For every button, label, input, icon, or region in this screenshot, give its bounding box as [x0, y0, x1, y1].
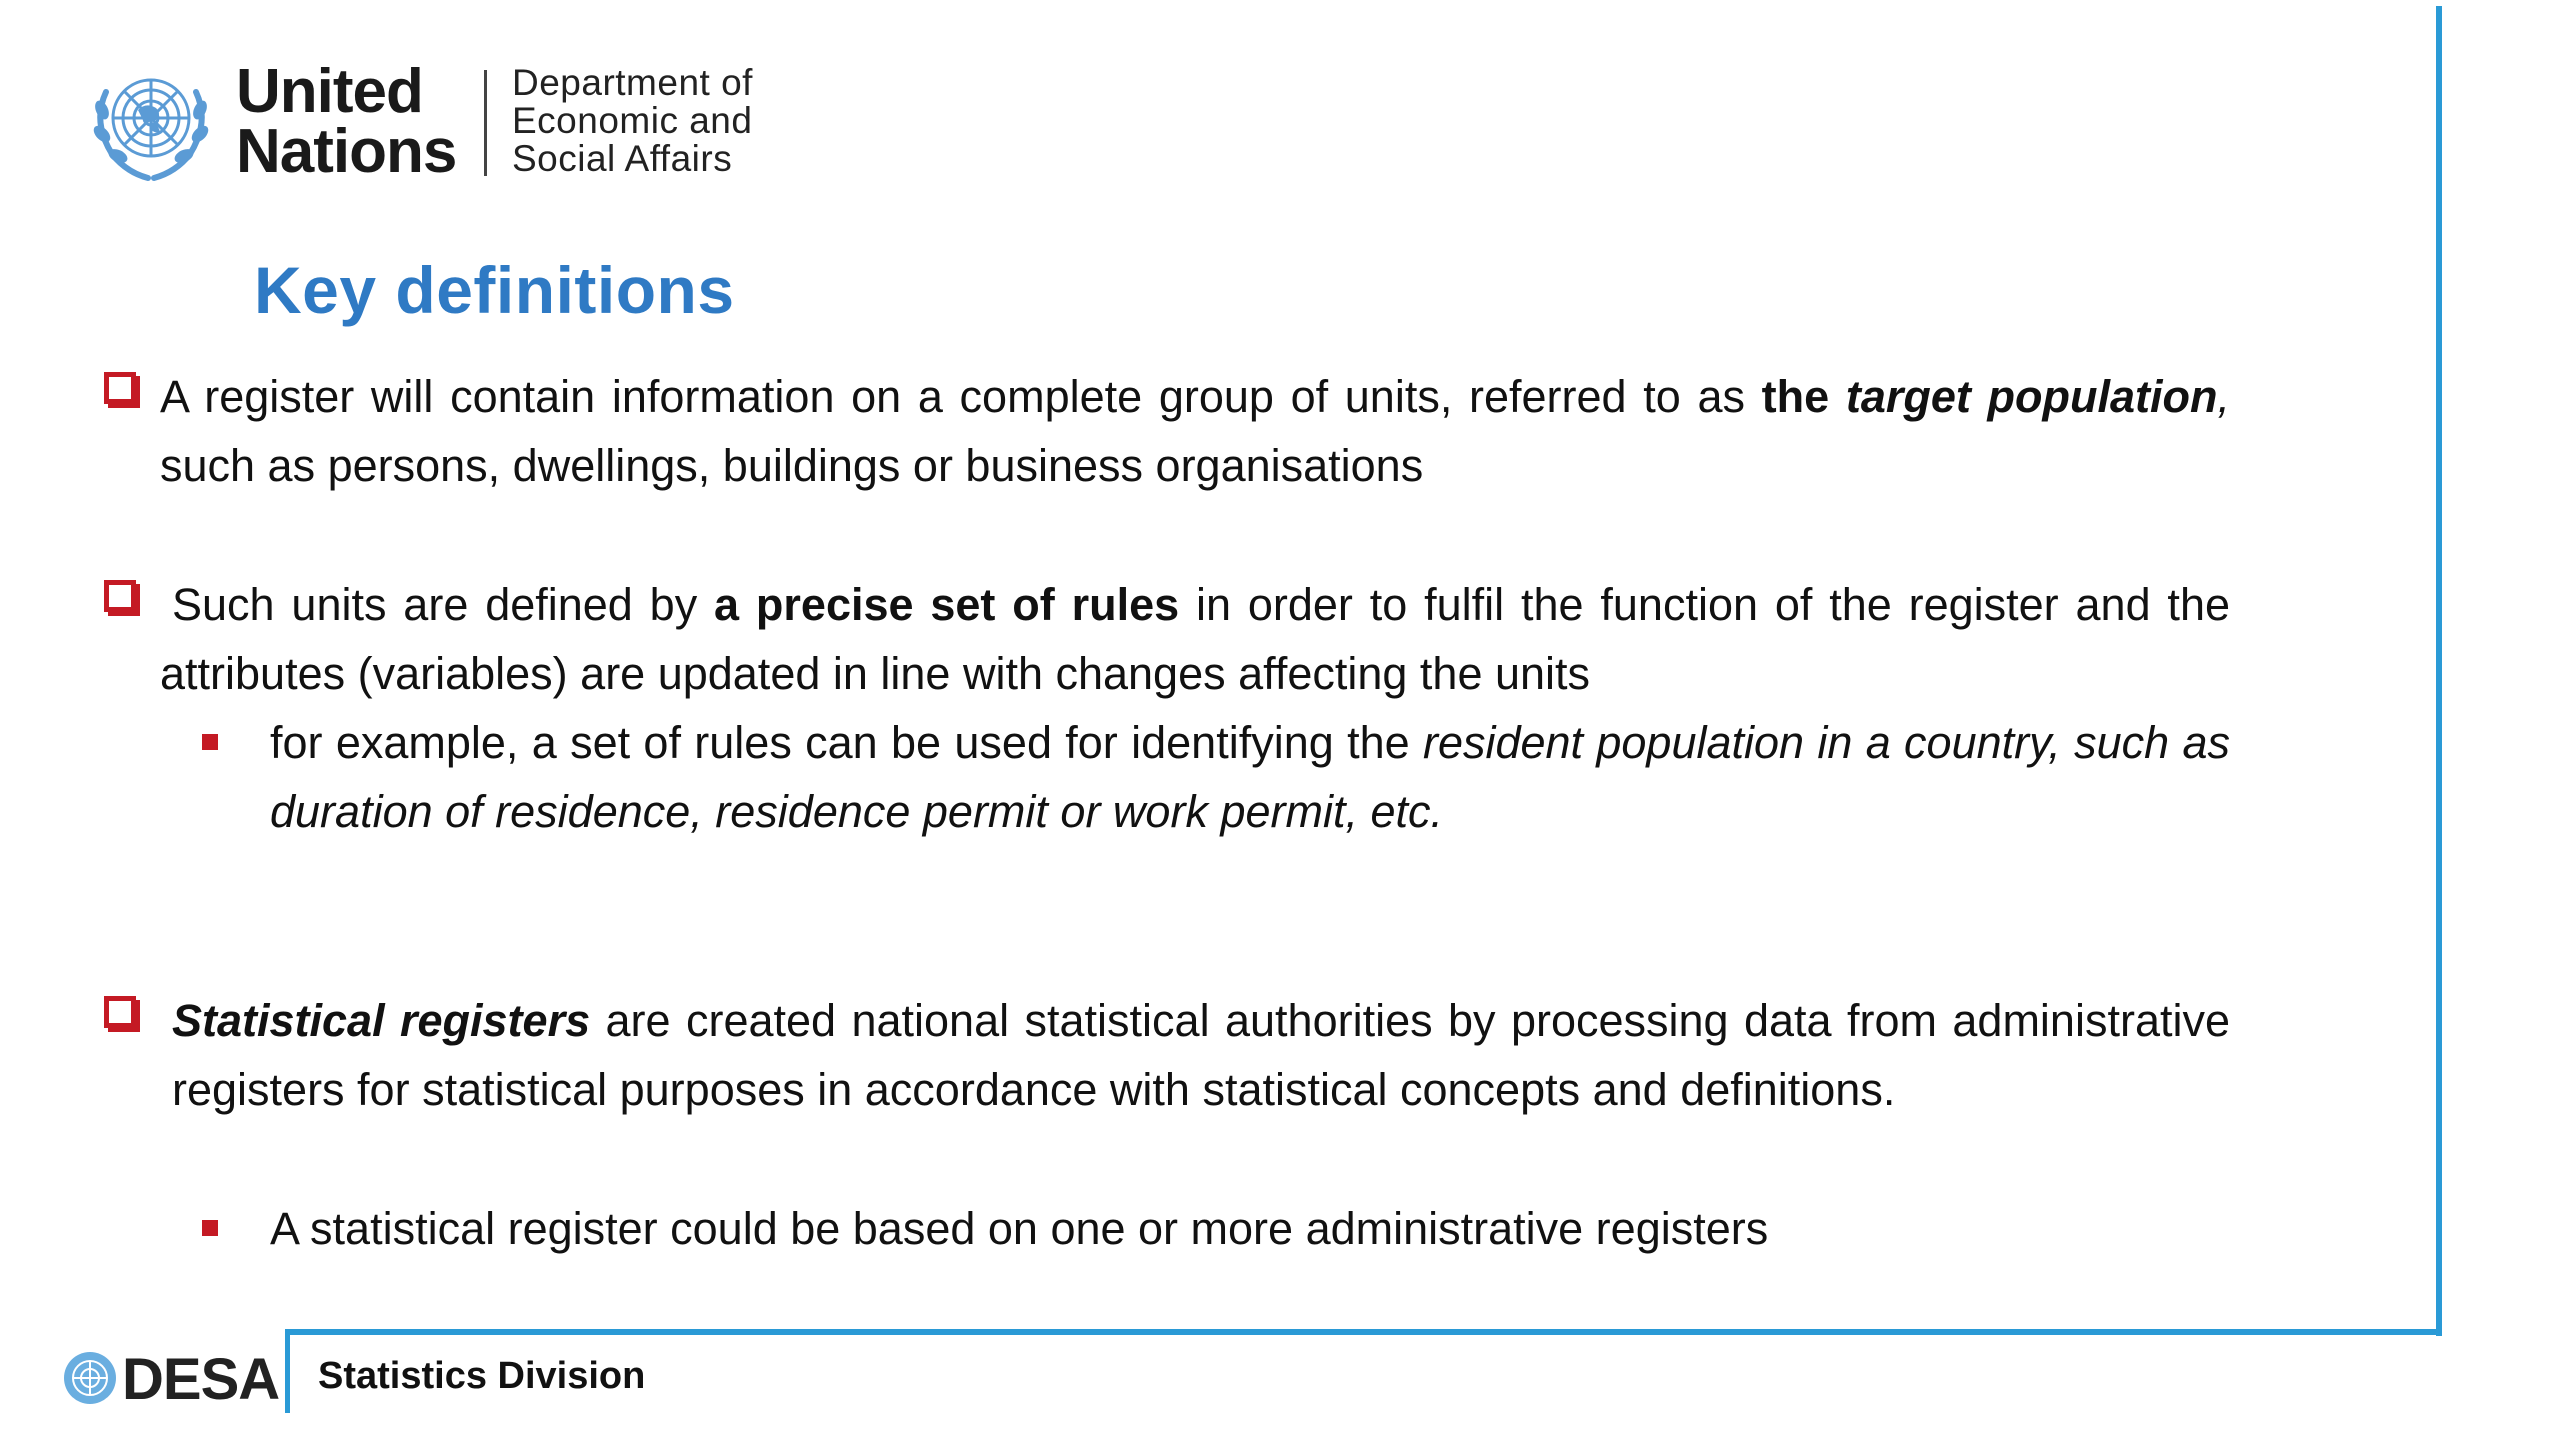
- bullet-3-sub-text: [270, 1194, 2230, 1263]
- header-divider: [484, 70, 487, 176]
- org-name-line2: Nations: [236, 117, 457, 186]
- department-name: [512, 64, 753, 178]
- bullet-2-text-before: Such units are defined by: [172, 579, 715, 630]
- bullet-3-bold-italic: Statistical registers: [172, 995, 591, 1046]
- bullet-2-checkbox-icon: [104, 580, 136, 612]
- bullet-2-sub-italic: resident population in a country, such as duration of residence, residence permit or work permit, etc.: [270, 717, 2231, 837]
- frame-bottom-border: [287, 1329, 2442, 1335]
- org-name-line1: United: [236, 57, 423, 126]
- bullet-2-bold: a precise set of rules: [714, 579, 1180, 630]
- un-emblem-icon: [62, 1350, 118, 1406]
- bullet-1-text-after: such as persons, dwellings, buildings or business organisations: [160, 440, 1424, 491]
- slide-title: Key definitions: [254, 253, 735, 327]
- department-line2: Economic and: [512, 100, 753, 141]
- bullet-2-sub-text-before: for example, a set of rules can be used for identifying the: [270, 717, 1423, 768]
- bullet-3-sub-text-content: A statistical register could be based on one or more administrative registers: [270, 1203, 1769, 1254]
- bullet-1-bold: the: [1761, 371, 1846, 422]
- bullet-3-text: [172, 986, 2230, 1124]
- bullet-3-text-after: are created national statistical authorities by processing data from administrative registers for statistical purposes in accordance with statistical concepts and definitions.: [172, 995, 2230, 1115]
- footer-org: DESA: [122, 1347, 280, 1412]
- frame-right-border: [2436, 6, 2442, 1336]
- org-name: [236, 57, 457, 186]
- bullet-1-italic-after: ,: [2217, 371, 2230, 422]
- un-emblem-icon: [80, 62, 222, 182]
- bullet-1-checkbox-icon: [104, 372, 136, 404]
- department-line3: Social Affairs: [512, 138, 733, 179]
- frame-footer-divider: [285, 1329, 290, 1413]
- bullet-2-text-after: in order to fulfil the function of the register and the attributes (variables) are updated in line with changes affecting the units: [160, 579, 2230, 699]
- footer-division: Statistics Division: [318, 1355, 646, 1397]
- bullet-2-sub-text: [270, 708, 2230, 846]
- bullet-3-sub-square-icon: [202, 1220, 218, 1236]
- department-line1: Department of: [512, 62, 753, 103]
- bullet-3-checkbox-icon: [104, 996, 136, 1028]
- bullet-2-text: [160, 570, 2230, 708]
- bullet-2-sub-square-icon: [202, 734, 218, 750]
- bullet-1-text-before: A register will contain information on a complete group of units, referred to as: [160, 371, 1762, 422]
- bullet-1-bold-italic: target population: [1845, 371, 2218, 422]
- bullet-1-text: [160, 362, 2230, 500]
